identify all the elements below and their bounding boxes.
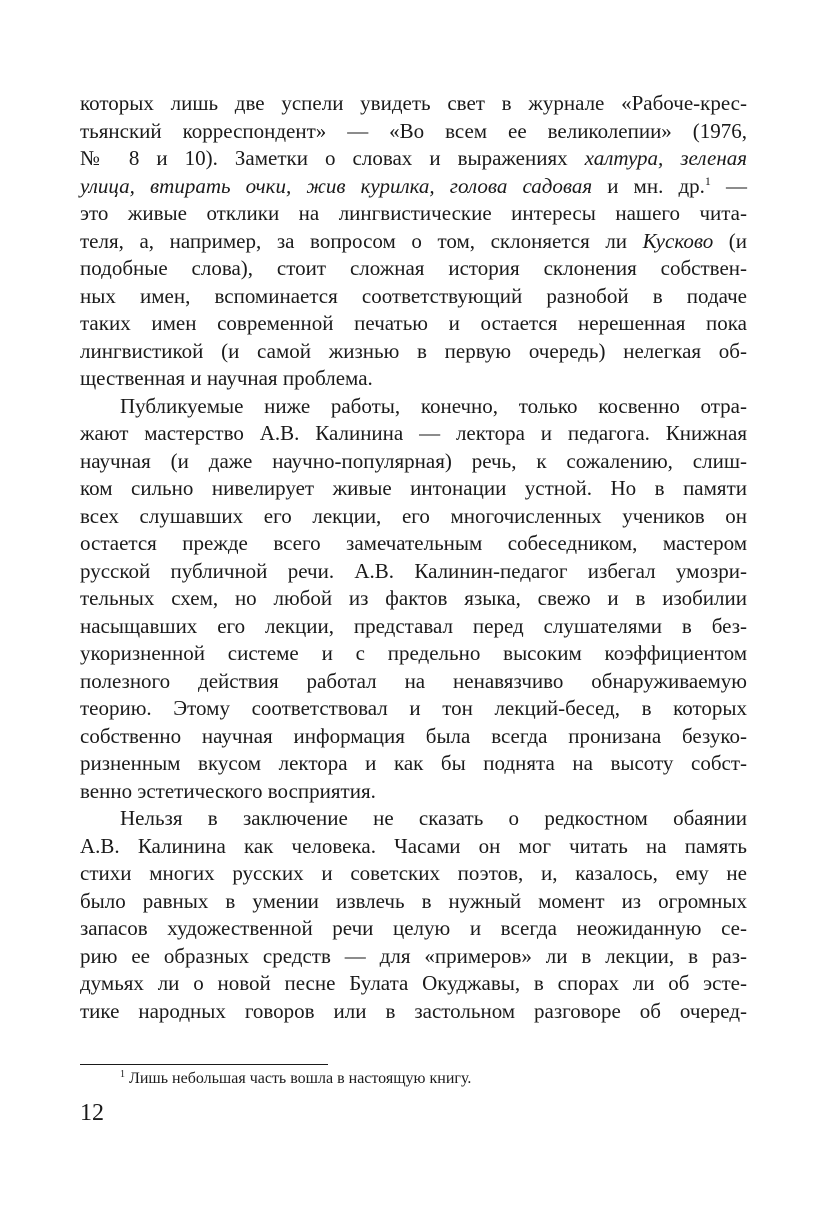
footnote-reference: 1	[704, 173, 711, 188]
text-run: и мн. др.	[592, 173, 705, 198]
body-text	[80, 90, 747, 1025]
text-line	[80, 695, 747, 723]
text-run: было равных в умении извлечь в нужный момент из огромных	[80, 888, 747, 913]
text-run: научная (и даже научно-популярная) речь, к сожалению, слиш-	[80, 448, 747, 473]
text-line	[80, 915, 747, 943]
text-line	[80, 750, 747, 778]
text-line	[80, 888, 747, 916]
text-run: Нельзя в заключение не сказать о редкостном обаянии	[120, 806, 747, 830]
text-line	[80, 118, 747, 146]
text-run: думьях ли о новой песне Булата Окуджавы, в спорах ли об эсте-	[80, 971, 747, 995]
footnote-text: Лишь небольшая часть вошла в настоящую книгу.	[129, 1070, 472, 1087]
text-line	[80, 585, 747, 613]
text-line	[80, 805, 747, 833]
text-line	[80, 255, 747, 283]
text-line	[80, 640, 747, 668]
text-run: таких имен современной печатью и остается нерешенная пока	[80, 311, 747, 335]
text-line	[80, 420, 747, 448]
paragraph	[80, 90, 747, 393]
text-line	[80, 998, 747, 1026]
text-run: собственно научная информация была всегда пронизана безуко-	[80, 723, 747, 748]
paragraph	[80, 805, 747, 1025]
text-run: жают мастерство А.В. Калинина — лектора и педагога. Книжная	[80, 421, 747, 445]
italic-text: Кусково	[642, 228, 714, 253]
footnote-marker: 1	[120, 1069, 125, 1080]
italic-text: улица, втирать очки, жив курилка, голова садовая	[80, 173, 593, 198]
text-run: венно эстетического восприятия.	[80, 778, 376, 803]
text-run: запасов художественной речи целую и всегда неожиданную се-	[80, 916, 747, 940]
text-run: тике народных говоров или в застольном разговоре об очеред-	[80, 998, 747, 1023]
text-line	[80, 970, 747, 998]
text-run: рию ее образных средств — для «примеров» ли в лекции, в раз-	[80, 943, 747, 968]
text-run: подобные слова), стоит сложная история склонения собствен-	[80, 256, 747, 280]
text-run: укоризненной системе и с предельно высоким коэффициентом	[80, 641, 747, 665]
text-line	[80, 778, 747, 806]
text-line	[80, 173, 747, 201]
text-run: Публикуемые ниже работы, конечно, только косвенно отра-	[120, 393, 747, 418]
text-run: всех слушавших его лекции, его многочисленных учеников он	[80, 503, 747, 528]
text-line	[80, 833, 747, 861]
text-line	[80, 228, 747, 256]
text-line	[80, 943, 747, 971]
text-line	[80, 200, 747, 228]
text-line	[80, 558, 747, 586]
footnote	[120, 1068, 471, 1090]
text-line	[80, 668, 747, 696]
text-line	[80, 393, 747, 421]
text-run: тьянский корреспондент» — «Во всем ее великолепии» (1976,	[80, 118, 747, 143]
text-line	[80, 283, 747, 311]
text-line	[80, 503, 747, 531]
text-run: теля, а, например, за вопросом о том, склоняется ли	[80, 228, 643, 253]
text-line	[80, 723, 747, 751]
text-run: ных имен, вспоминается соответствующий разнобой в подаче	[80, 283, 747, 308]
text-line	[80, 860, 747, 888]
text-line	[80, 338, 747, 366]
text-run: остается прежде всего замечательным собеседником, мастером	[80, 531, 747, 555]
text-line	[80, 475, 747, 503]
footnote-divider	[80, 1064, 328, 1065]
text-run: —	[710, 173, 748, 198]
text-line	[80, 365, 747, 393]
text-run: № 8 и 10). Заметки о словах и выражениях	[80, 146, 585, 170]
text-line	[80, 310, 747, 338]
text-run: стихи многих русских и советских поэтов, и, казалось, ему не	[80, 861, 747, 885]
text-run: щественная и научная проблема.	[80, 366, 373, 390]
text-run: ком сильно нивелирует живые интонации устной. Но в памяти	[80, 476, 747, 500]
text-run: А.В. Калинина как человека. Часами он мог читать на память	[80, 833, 747, 858]
text-line	[80, 145, 747, 173]
text-line	[80, 448, 747, 476]
text-run: полезного действия работал на ненавязчиво обнаруживаемую	[80, 668, 747, 693]
paragraph	[80, 393, 747, 806]
text-line	[80, 613, 747, 641]
text-run: русской публичной речи. А.В. Калинин-педагог избегал умозри-	[80, 558, 747, 583]
text-run: это живые отклики на лингвистические интересы нашего чита-	[80, 201, 747, 225]
text-line	[80, 90, 747, 118]
page-number: 12	[80, 1100, 104, 1126]
text-run: (и	[713, 228, 748, 253]
text-run: насыщавших его лекции, представал перед слушателями в без-	[80, 613, 747, 638]
text-run: которых лишь две успели увидеть свет в журнале «Рабоче-крес-	[80, 91, 747, 115]
text-run: ризненным вкусом лектора и как бы поднята на высоту собст-	[80, 751, 747, 775]
text-run: тельных схем, но любой из фактов языка, свежо и в изобилии	[80, 586, 747, 610]
italic-text: халтура, зеленая	[584, 146, 747, 170]
text-run: лингвистикой (и самой жизнью в первую очередь) нелегкая об-	[80, 338, 747, 363]
text-run: теорию. Этому соответствовал и тон лекций-бесед, в которых	[80, 696, 747, 720]
text-line	[80, 530, 747, 558]
